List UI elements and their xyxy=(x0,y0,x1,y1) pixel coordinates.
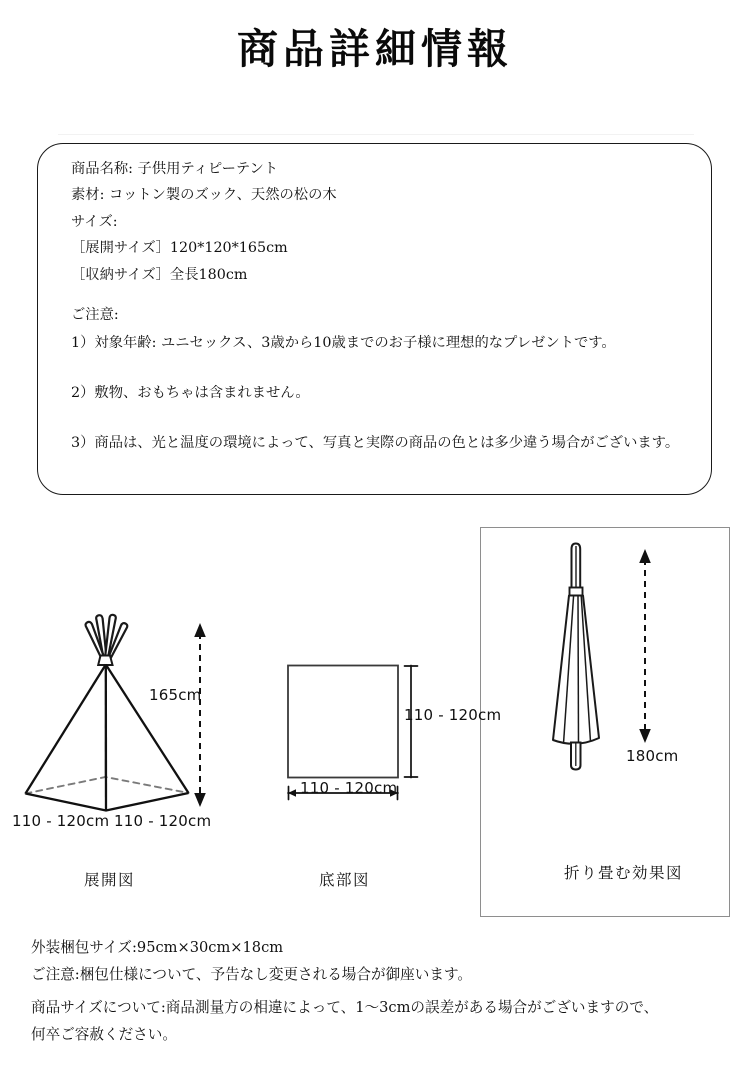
bottom-square xyxy=(288,666,398,778)
tent-poles-icon xyxy=(86,615,128,659)
label-bottom-height: 110 - 120cm xyxy=(404,706,502,724)
dimension-arrow-165cm xyxy=(194,623,206,807)
notice-item-color: 3）商品は、光と温度の環境によって、写真と実際の商品の色とは多少違う場合がございます。 xyxy=(71,435,680,451)
label-folded-length: 180cm xyxy=(626,747,679,765)
tent-edge-right xyxy=(106,665,189,794)
dimension-arrow-180cm xyxy=(639,549,651,743)
folded-seam-2 xyxy=(578,596,579,747)
title-divider xyxy=(58,134,694,135)
label-expanded-base-right: 110 - 120cm xyxy=(114,812,212,830)
spec-line-expanded-size: ［展開サイズ］120*120*165cm xyxy=(71,240,288,257)
notice-list xyxy=(71,302,701,456)
notice-item-excluded: 2）敷物、おもちゃは含まれません。 xyxy=(71,385,310,401)
spec-line-product-name: 商品名称: 子供用ティピーテント xyxy=(71,161,279,177)
caption-expanded-view: 展開図 xyxy=(84,871,136,889)
folded-fabric-body xyxy=(553,596,599,744)
footer-line-package-size: 外装梱包サイズ:95cm×30cm×18cm xyxy=(31,939,284,956)
page-title: 商品詳細情報 xyxy=(237,25,513,73)
footer-line-closing: 何卒ご容赦ください。 xyxy=(31,1026,177,1043)
caption-folded-view: 折り畳む効果図 xyxy=(564,864,684,882)
notice-heading: ご注意: xyxy=(71,307,119,323)
label-expanded-height: 165cm xyxy=(149,686,202,704)
notice-item-age: 1）対象年齢: ユニセックス、3歳から10歳までのお子様に理想的なプレゼントです。 xyxy=(71,335,616,351)
label-bottom-width: 110 - 120cm xyxy=(300,779,398,797)
caption-bottom-view: 底部図 xyxy=(319,871,371,889)
label-expanded-base-left: 110 - 120cm xyxy=(12,812,110,830)
tent-edge-left xyxy=(26,665,106,794)
spec-list xyxy=(71,156,691,288)
footer-line-package-notice: ご注意:梱包仕様について、予告なし変更される場合が御座います。 xyxy=(31,966,472,983)
footer-line-size-tolerance: 商品サイズについて:商品測量方の相違によって、1～3cmの誤差がある場合がございますので、 xyxy=(31,999,659,1016)
spec-line-size-heading: サイズ: xyxy=(71,213,118,230)
folded-teepee-figure xyxy=(553,544,651,770)
tent-apex xyxy=(98,656,112,666)
expanded-teepee-figure xyxy=(26,615,206,811)
folded-collar xyxy=(570,588,583,596)
footer-notes xyxy=(31,934,731,1048)
spec-line-material: 素材: コットン製のズック、天然の松の木 xyxy=(71,187,337,204)
spec-line-folded-size: ［収納サイズ］全長180cm xyxy=(71,266,248,283)
